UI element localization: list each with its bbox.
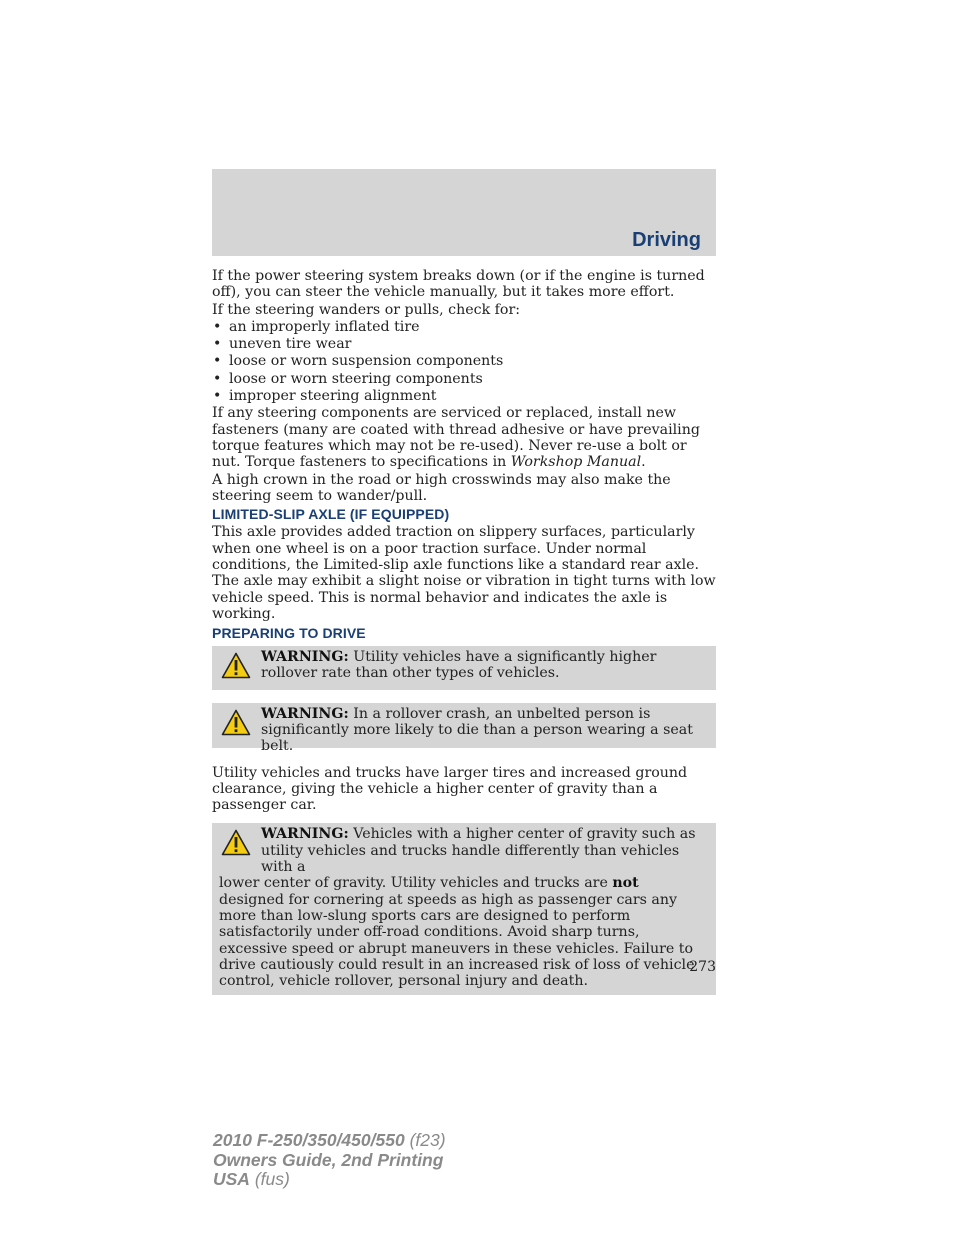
list-item: • an improperly inflated tire [212,319,716,335]
warning-second-line: utility vehicles and trucks handle differently than vehicles with a [261,842,680,876]
paragraph-fasteners [212,405,716,470]
footer-model-line [213,1131,446,1151]
warning-label: WARNING: [261,705,349,722]
fasteners-period: . [641,454,646,471]
footer-market-line [213,1170,446,1190]
footer-printing-line: Owners Guide, 2nd Printing [213,1149,444,1170]
list-item: • loose or worn suspension components [212,353,716,369]
workshop-manual-ref: Workshop Manual [510,454,642,471]
warning-triangle-icon [221,709,251,736]
warning-text [212,703,716,755]
check-list [212,319,716,404]
list-item: • improper steering alignment [212,388,716,404]
warning-box-seat-belt [212,703,716,755]
document-footer [213,1131,446,1190]
footer-market-code: (fus) [249,1169,290,1189]
warning-emphasis: not [612,875,639,892]
limited-slip-heading: LIMITED-SLIP AXLE (IF EQUIPPED) [212,506,450,523]
list-item: • loose or worn steering components [212,371,716,387]
fasteners-text: If any steering components are serviced or replaced, install new fasteners (many are coated with thread adhesive or have prevailing torque features which may not be re-used). Never re-use a bolt or nut. Torque fasteners to specifications in [212,405,700,471]
warning-box-center-of-gravity [212,823,716,995]
section-header-band [212,169,716,256]
warning-first-line [219,826,708,842]
paragraph-center-of-gravity: Utility vehicles and trucks have larger tires and increased ground clearance, giving the vehicle a higher center of gravity than a passenger car. [212,764,688,814]
preparing-heading: PREPARING TO DRIVE [212,625,366,642]
footer-market: USA [213,1169,250,1189]
warning-text [212,823,716,995]
warning-text [212,646,716,682]
warning-rest [219,875,708,989]
warning-body: Utility vehicles have a significantly higher rollover rate than other types of vehicles. [261,648,657,681]
warning-triangle-icon [221,829,251,856]
warning-body: In a rollover crash, an unbelted person is significantly more likely to die than a person wearing a seat belt. [261,705,693,755]
warning-label: WARNING: [261,648,349,665]
section-title: Driving [632,229,701,251]
page-content [212,268,716,995]
footer-model: 2010 F-250/350/450/550 [213,1130,405,1150]
footer-model-code: (f23) [404,1130,446,1150]
page-number: 273 [689,959,716,975]
warning-body-b: designed for cornering at speeds as high as passenger cars any more than low-slung sports cars are designed to perform satisfactorily under off-road conditions. Avoid sharp turns, excessive speed or abrupt maneuvers in these vehicles. Failure to drive cautiously could result in an increased risk of loss of vehicle control, vehicle rollover, personal injury and death. [219,891,695,990]
paragraph-crown: A high crown in the road or high crosswinds may also make the steering seem to wander/pull. [212,471,671,504]
warning-body-a: lower center of gravity. Utility vehicles and trucks are [219,875,613,892]
list-item: • uneven tire wear [212,336,716,352]
warning-triangle-icon [221,652,251,679]
paragraph-check-for: If the steering wanders or pulls, check for: [212,301,521,318]
warning-body-line1: Vehicles with a higher center of gravity such as [348,826,696,843]
warning-box-rollover-rate [212,646,716,690]
paragraph-power-steering: If the power steering system breaks down (or if the engine is turned off), you can steer the vehicle manually, but it takes more effort. [212,268,705,301]
paragraph-limited-slip: This axle provides added traction on slippery surfaces, particularly when one wheel is on a poor traction surface. Under normal conditions, the Limited-slip axle functions like a standard rear axle. The axle may exhibit a slight noise or vibration in tight turns with low vehicle speed. This is normal behavior and indicates the axle is working. [212,524,716,622]
warning-label: WARNING: [261,826,349,843]
